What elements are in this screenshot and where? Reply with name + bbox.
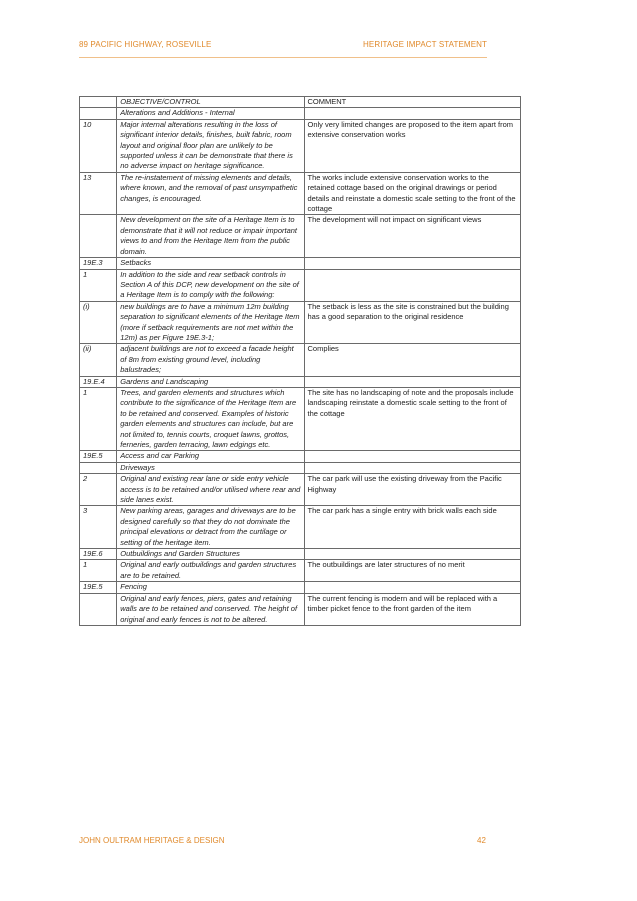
row-comment-cell	[304, 549, 520, 560]
row-number-cell	[80, 108, 117, 119]
row-comment-cell	[304, 462, 520, 473]
row-objective-cell: In addition to the side and rear setback controls in Section A of this DCP, new development on the site of a Heritage Item is to comply with the following:	[117, 269, 304, 301]
table-row	[80, 387, 521, 450]
table-row	[80, 506, 521, 549]
row-number-cell: 1	[80, 560, 117, 582]
header-cell-number	[80, 97, 117, 108]
row-objective-cell: Original and early outbuildings and garden structures are to be retained.	[117, 560, 304, 582]
header-document-title: HERITAGE IMPACT STATEMENT	[363, 40, 487, 49]
row-comment-cell: The development will not impact on significant views	[304, 215, 520, 258]
row-objective-cell: Outbuildings and Garden Structures	[117, 549, 304, 560]
row-number-cell: 1	[80, 387, 117, 450]
table-header-row	[80, 97, 521, 108]
row-objective-cell: New parking areas, garages and driveways are to be designed carefully so that they do not dominate the principal elevations or detract from the curtilage or setting of the heritage item.	[117, 506, 304, 549]
row-number-cell	[80, 462, 117, 473]
row-objective-cell: new buildings are to have a minimum 12m building separation to significant elements of the Heritage Item (more if setback requirements are not met within the 12m) as per Figure 19E.3-1;	[117, 301, 304, 344]
table-row	[80, 549, 521, 560]
table-row	[80, 301, 521, 344]
row-comment-cell: The setback is less as the site is constrained but the building has a good separation to the original residence	[304, 301, 520, 344]
row-objective-cell: Alterations and Additions - Internal	[117, 108, 304, 119]
row-number-cell: (i)	[80, 301, 117, 344]
row-objective-cell: New development on the site of a Heritage Item is to demonstrate that it will not reduce or impair important views to and from the Heritage Item from the public domain.	[117, 215, 304, 258]
row-objective-cell: Access and car Parking	[117, 451, 304, 462]
table-row	[80, 172, 521, 215]
row-number-cell: 10	[80, 119, 117, 172]
page-number: 42	[477, 836, 486, 845]
row-number-cell: 19E.5	[80, 451, 117, 462]
row-comment-cell	[304, 376, 520, 387]
row-number-cell: 19E.3	[80, 258, 117, 269]
row-comment-cell: The car park will use the existing driveway from the Pacific Highway	[304, 474, 520, 506]
row-comment-cell: The site has no landscaping of note and the proposals include landscaping reinstate a domestic scale setting to the front of the cottage	[304, 387, 520, 450]
table-row	[80, 474, 521, 506]
header-address: 89 PACIFIC HIGHWAY, ROSEVILLE	[79, 40, 212, 49]
row-number-cell	[80, 215, 117, 258]
row-comment-cell: Only very limited changes are proposed to the item apart from extensive conservation works	[304, 119, 520, 172]
table-row	[80, 582, 521, 593]
row-comment-cell: The works include extensive conservation works to the retained cottage based on the original drawings or period details and reinstate a domestic scale setting to the front of the cottage	[304, 172, 520, 215]
table-row	[80, 215, 521, 258]
row-comment-cell	[304, 451, 520, 462]
table-row	[80, 593, 521, 625]
row-number-cell: (ii)	[80, 344, 117, 376]
row-number-cell: 2	[80, 474, 117, 506]
header-cell-comment: COMMENT	[304, 97, 520, 108]
row-objective-cell: Original and existing rear lane or side entry vehicle access is to be retained and/or utilised where rear and side lanes exist.	[117, 474, 304, 506]
row-comment-cell: Complies	[304, 344, 520, 376]
header-divider	[79, 57, 487, 58]
controls-table	[79, 96, 521, 626]
row-objective-cell: Gardens and Landscaping	[117, 376, 304, 387]
row-comment-cell: The outbuildings are later structures of no merit	[304, 560, 520, 582]
row-number-cell: 19.E.4	[80, 376, 117, 387]
row-number-cell: 13	[80, 172, 117, 215]
row-objective-cell: The re-instatement of missing elements and details, where known, and the removal of past unsympathetic changes, is encouraged.	[117, 172, 304, 215]
footer-company: JOHN OULTRAM HERITAGE & DESIGN	[79, 836, 225, 845]
table-row	[80, 376, 521, 387]
row-number-cell: 1	[80, 269, 117, 301]
table-row	[80, 108, 521, 119]
table-row	[80, 451, 521, 462]
row-number-cell: 19E.5	[80, 582, 117, 593]
row-objective-cell: Driveways	[117, 462, 304, 473]
header-cell-objective: OBJECTIVE/CONTROL	[117, 97, 304, 108]
row-comment-cell: The current fencing is modern and will be replaced with a timber picket fence to the front garden of the item	[304, 593, 520, 625]
row-comment-cell	[304, 258, 520, 269]
table-row	[80, 560, 521, 582]
row-objective-cell: Fencing	[117, 582, 304, 593]
row-number-cell: 3	[80, 506, 117, 549]
row-number-cell: 19E.6	[80, 549, 117, 560]
table-row	[80, 462, 521, 473]
row-comment-cell	[304, 269, 520, 301]
row-number-cell	[80, 593, 117, 625]
row-comment-cell	[304, 582, 520, 593]
row-objective-cell: adjacent buildings are not to exceed a facade height of 8m from existing ground level, including balustrades;	[117, 344, 304, 376]
row-objective-cell: Trees, and garden elements and structures which contribute to the significance of the Heritage Item are to be retained and conserved. Examples of historic garden elements and structures can include, but are not limited to, tennis courts, croquet lawns, grottos, ferneries, garden terracing, lawn edgings etc.	[117, 387, 304, 450]
row-objective-cell: Major internal alterations resulting in the loss of significant interior details, finishes, built fabric, room layout and original floor plan are unlikely to be supported unless it can be demonstrate that there is no adverse impact on heritage significance.	[117, 119, 304, 172]
table-row	[80, 269, 521, 301]
row-objective-cell: Setbacks	[117, 258, 304, 269]
table-row	[80, 258, 521, 269]
row-comment-cell: The car park has a single entry with brick walls each side	[304, 506, 520, 549]
table-row	[80, 344, 521, 376]
row-comment-cell	[304, 108, 520, 119]
table-row	[80, 119, 521, 172]
row-objective-cell: Original and early fences, piers, gates and retaining walls are to be retained and conserved. The height of original and early fences is not to be altered.	[117, 593, 304, 625]
